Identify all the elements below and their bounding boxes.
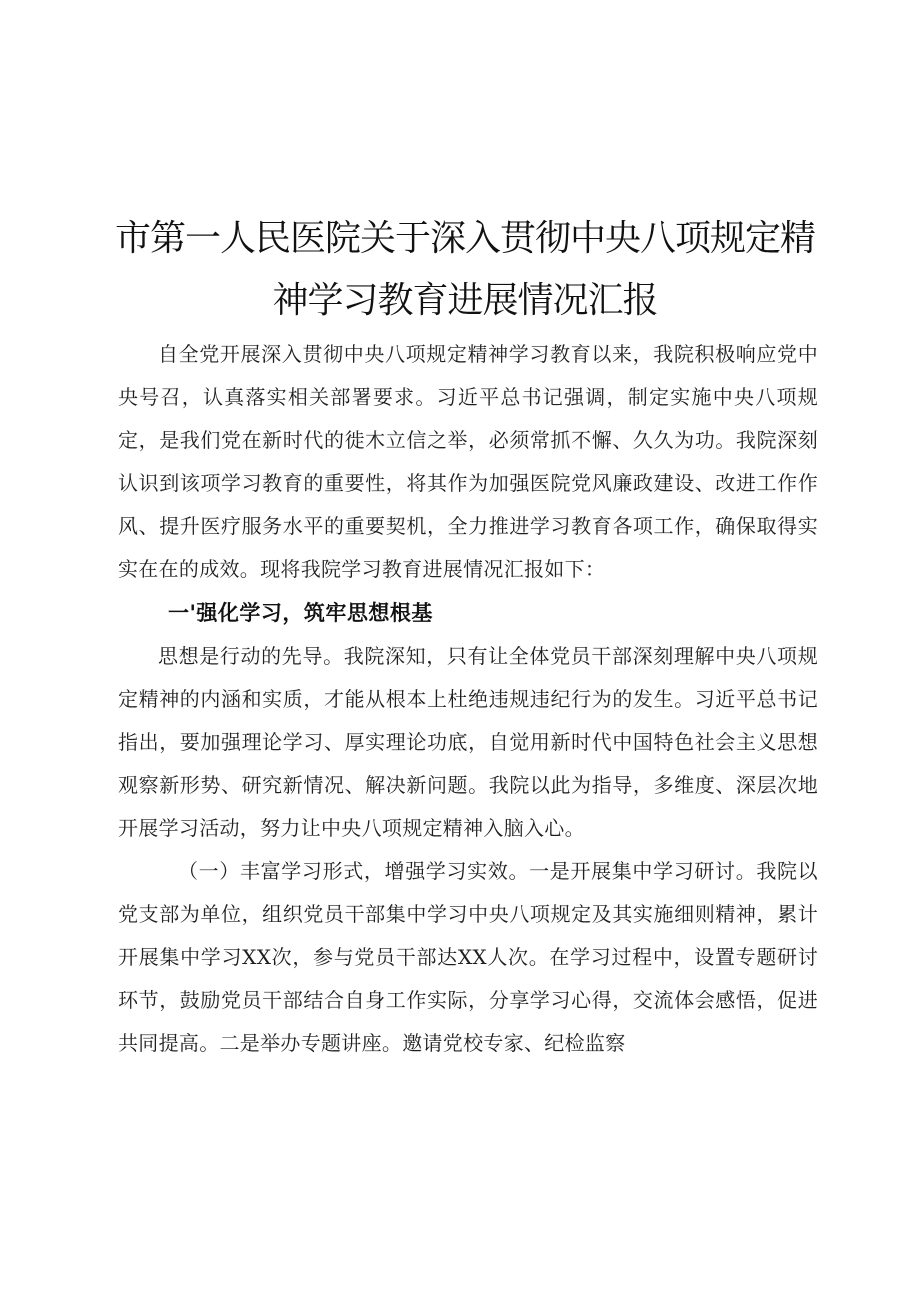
title-line-1: 市第一人民医院关于深入贯彻中央八项规定精	[114, 218, 815, 259]
document-title	[100, 208, 830, 332]
section-1-heading: 一'强化学习，筑牢思想根基	[168, 601, 433, 625]
intro-paragraph: 自全党开展深入贯彻中央八项规定精神学习教育以来，我院积极响应党中央号召，认真落实相关部署要求。习近平总书记强调，制定实施中央八项规定，是我们党在新时代的徙木立信之举，必须常抓不懈、久久为功。我院深刻认识到该项学习教育的重要性，将其作为加强医院党风廉政建设、改进工作作风、提升医疗服务水平的重要契机，全力推进学习教育各项工作，确保取得实实在在的成效。现将我院学习教育进展情况汇报如下：	[118, 342, 818, 581]
subsection-1-paragraph: （一）丰富学习形式，增强学习实效。一是开展集中学习研讨。我院以党支部为单位，组织党员干部集中学习中央八项规定及其实施细则精神，累计开展集中学习XX次，参与党员干部达XX人次。在学习过程中，设置专题研讨环节，鼓励党员干部结合自身工作实际，分享学习心得，交流体会感悟，促进共同提高。二是举办专题讲座。邀请党校专家、纪检监察	[118, 859, 818, 1055]
document-body	[118, 333, 818, 1065]
title-line-2: 神学习教育进展情况汇报	[272, 280, 658, 321]
section-1-paragraph: 思想是行动的先导。我院深知，只有让全体党员干部深刻理解中央八项规定精神的内涵和实质，才能从根本上杜绝违规违纪行为的发生。习近平总书记指出，要加强理论学习、厚实理论功底，自觉用新时代中国特色社会主义思想观察新形势、研究新情况、解决新问题。我院以此为指导，多维度、深层次地开展学习活动，努力让中央八项规定精神入脑入心。	[118, 644, 818, 840]
